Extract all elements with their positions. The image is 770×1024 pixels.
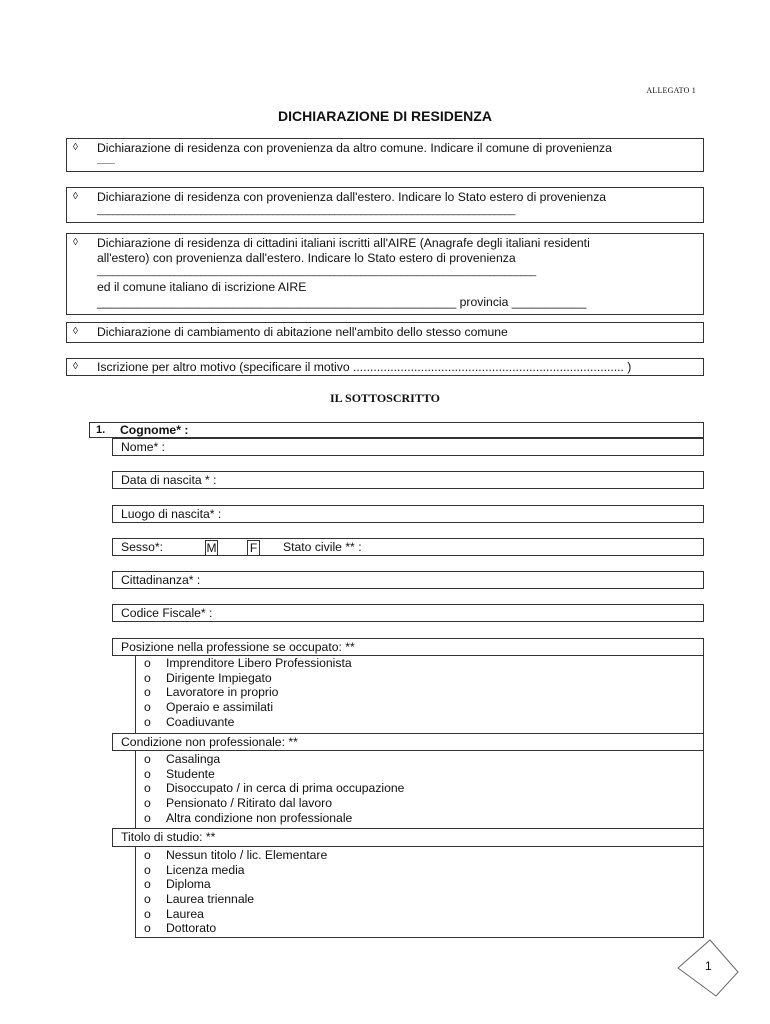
diamond-bullet-icon: ◊	[73, 142, 78, 153]
nome-field[interactable]	[112, 438, 704, 456]
radio-bullet-icon[interactable]: o	[144, 752, 151, 766]
blank-line[interactable]: ______	[97, 158, 115, 164]
list-item[interactable]: o Altra condizione non professionale	[144, 810, 353, 825]
page-number: 1	[705, 959, 712, 973]
radio-bullet-icon[interactable]: o	[144, 781, 151, 796]
radio-bullet-icon[interactable]: o	[144, 670, 151, 685]
option-estero[interactable]	[66, 187, 704, 223]
codice-fiscale-label: Codice Fiscale* :	[121, 606, 213, 620]
list-item[interactable]: o Licenza media	[144, 862, 245, 877]
allegato-label: ALLEGATO 1	[646, 86, 696, 95]
option-cambio-abitazione[interactable]	[66, 322, 704, 343]
stato-civile-label: Stato civile ** :	[283, 540, 362, 554]
list-item[interactable]: o Nessun titolo / lic. Elementare	[144, 848, 328, 862]
list-item[interactable]: o Disoccupato / in cerca di prima occupazione	[144, 781, 405, 796]
radio-bullet-icon[interactable]: o	[144, 862, 151, 877]
option-text: Iscrizione per altro motivo (specificare il motivo ................................................................................ )	[97, 360, 632, 374]
list-item[interactable]: o Operaio e assimilati	[144, 700, 274, 715]
option-altro-motivo[interactable]	[66, 358, 704, 376]
list-item[interactable]: o Casalinga	[144, 752, 221, 766]
blank-line-provincia[interactable]: _____________________________________________________ provincia ___________	[97, 295, 587, 309]
section-subtitle: IL SOTTOSCRITTO	[330, 391, 440, 405]
list-item[interactable]: o Pensionato / Ritirato dal lavoro	[144, 796, 332, 811]
radio-bullet-icon[interactable]: o	[144, 921, 151, 936]
posizione-label: Posizione nella professione se occupato: **	[121, 640, 355, 654]
sesso-f-checkbox[interactable]: F	[247, 540, 260, 556]
option-altro-comune[interactable]	[66, 138, 704, 172]
luogo-nascita-label: Luogo di nascita* :	[121, 507, 222, 521]
posizione-header	[112, 638, 704, 656]
list-item[interactable]: o Coadiuvante	[144, 714, 235, 729]
cognome-field[interactable]	[89, 422, 704, 438]
cittadinanza-label: Cittadinanza* :	[121, 573, 201, 587]
list-item[interactable]: o Laurea	[144, 906, 204, 921]
data-nascita-label: Data di nascita * :	[121, 473, 217, 487]
titolo-header	[112, 828, 704, 847]
section-number: 1.	[96, 424, 106, 436]
radio-bullet-icon[interactable]: o	[144, 906, 151, 921]
radio-bullet-icon[interactable]: o	[144, 892, 151, 907]
option-text: Dichiarazione di residenza con provenienza dall'estero. Indicare lo Stato estero di provenienza	[97, 190, 607, 204]
data-nascita-field[interactable]	[112, 471, 704, 489]
sesso-label: Sesso*:	[121, 540, 164, 554]
diamond-bullet-icon: ◊	[73, 191, 78, 202]
codice-fiscale-field[interactable]	[112, 604, 704, 622]
sesso-field	[112, 538, 704, 556]
radio-bullet-icon[interactable]: o	[144, 656, 151, 670]
list-item[interactable]: o Studente	[144, 766, 215, 781]
radio-bullet-icon[interactable]: o	[144, 700, 151, 715]
condizione-header	[112, 733, 704, 751]
luogo-nascita-field[interactable]	[112, 505, 704, 523]
page-title: DICHIARAZIONE DI RESIDENZA	[278, 108, 492, 124]
radio-bullet-icon[interactable]: o	[144, 810, 151, 825]
list-item[interactable]: o Laurea triennale	[144, 892, 255, 907]
diamond-bullet-icon: ◊	[73, 326, 78, 337]
blank-line[interactable]: _________________________________________________________________________________	[97, 205, 516, 216]
option-text: all'estero) con provenienza dall'estero. Indicare lo Stato estero di provenienza	[97, 251, 516, 265]
cognome-label: Cognome* :	[120, 423, 189, 437]
diamond-bullet-icon: ◊	[73, 237, 78, 248]
blank-line[interactable]: _____________________________________________________________________________________	[97, 266, 536, 277]
page-number-badge	[676, 938, 740, 998]
sesso-m-checkbox[interactable]: M	[206, 541, 217, 555]
radio-bullet-icon[interactable]: o	[144, 877, 151, 892]
titolo-label: Titolo di studio: **	[121, 830, 216, 844]
titolo-list	[135, 847, 704, 938]
list-item[interactable]: o Dirigente Impiegato	[144, 670, 272, 685]
option-text: Dichiarazione di cambiamento di abitazione nell'ambito dello stesso comune	[97, 325, 508, 339]
radio-bullet-icon[interactable]: o	[144, 766, 151, 781]
radio-bullet-icon[interactable]: o	[144, 714, 151, 729]
option-aire[interactable]	[66, 233, 704, 315]
radio-bullet-icon[interactable]: o	[144, 685, 151, 700]
option-text: Dichiarazione di residenza con provenienza da altro comune. Indicare il comune di provenienza	[97, 141, 612, 155]
list-item[interactable]: o Dottorato	[144, 921, 217, 936]
condizione-list	[135, 751, 704, 828]
list-item[interactable]: o Lavoratore in proprio	[144, 685, 279, 700]
list-item[interactable]: o Diploma	[144, 877, 211, 892]
option-text: Dichiarazione di residenza di cittadini italiani iscritti all'AIRE (Anagrafe degli italiani residenti	[97, 236, 590, 250]
radio-bullet-icon[interactable]: o	[144, 796, 151, 811]
list-item[interactable]: o Imprenditore Libero Professionista	[144, 656, 352, 670]
diamond-bullet-icon: ◊	[73, 361, 78, 372]
posizione-list	[135, 656, 704, 733]
radio-bullet-icon[interactable]: o	[144, 848, 151, 862]
nome-label: Nome* :	[121, 440, 166, 454]
option-text: ed il comune italiano di iscrizione AIRE	[97, 280, 307, 294]
cittadinanza-field[interactable]	[112, 571, 704, 589]
condizione-label: Condizione non professionale: **	[121, 735, 298, 749]
